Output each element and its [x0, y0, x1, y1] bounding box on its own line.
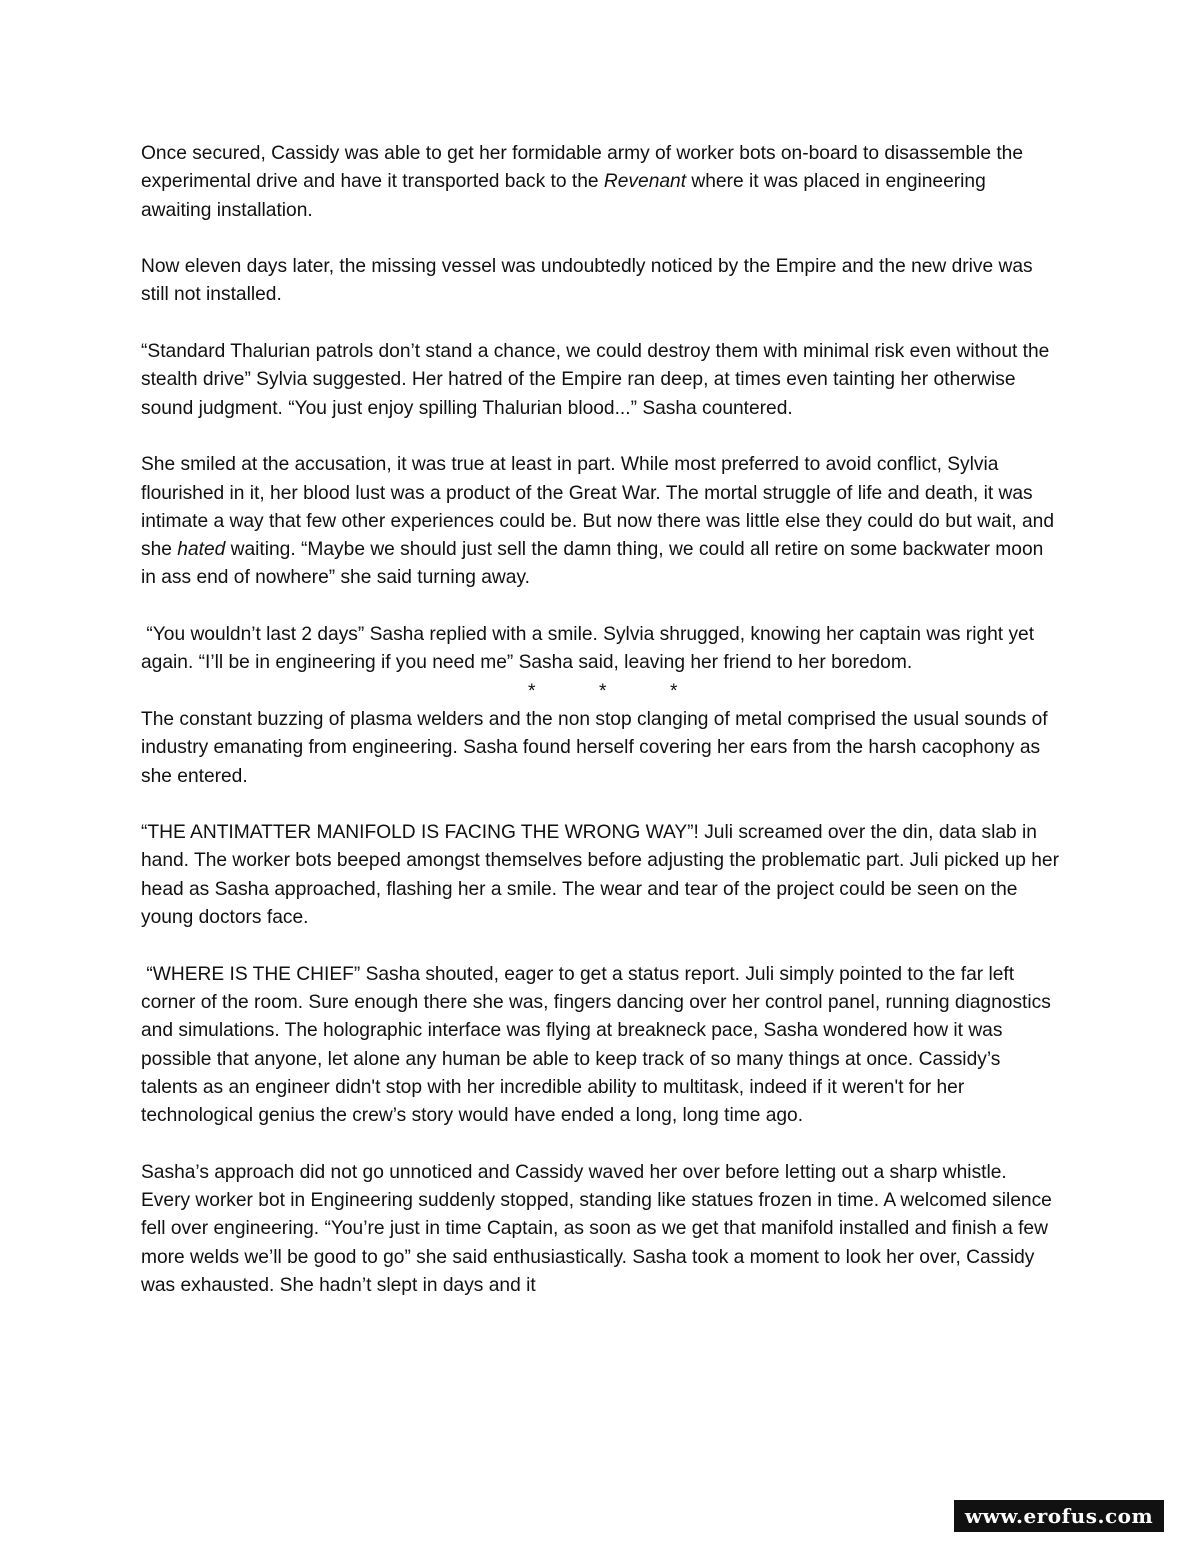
- scene-break-star: *: [528, 680, 536, 702]
- scene-break-star: *: [670, 680, 678, 702]
- scene-break-star: *: [599, 680, 607, 702]
- paragraph-8: “WHERE IS THE CHIEF” Sasha shouted, eager to get a status report. Juli simply pointed to the far left corner of the room. Sure enough there she was, fingers dancing over her control panel, running diagnostics and simulations. The holographic interface was flying at breakneck pace, Sasha wondered how it was possible that anyone, let alone any human be able to keep track of so many things at once. Cassidy’s talents as an engineer didn't stop with her incredible ability to multitask, indeed if it weren't for her technological genius the crew’s story would have ended a long, long time ago.: [141, 963, 1051, 1127]
- paragraph-2: Now eleven days later, the missing vessel was undoubtedly noticed by the Empire and the new drive was still not installed.: [141, 256, 1033, 306]
- watermark-logo: www.erofus.com: [954, 1500, 1164, 1532]
- document-page: [141, 140, 1061, 1328]
- paragraph-7: “THE ANTIMATTER MANIFOLD IS FACING THE WRONG WAY”! Juli screamed over the din, data slab in hand. The worker bots beeped amongst themselves before adjusting the problematic part. Juli picked up her head as Sasha approached, flashing her a smile. The wear and tear of the project could be seen on the young doctors face.: [141, 822, 1059, 929]
- paragraph-6: The constant buzzing of plasma welders and the non stop clanging of metal comprised the usual sounds of industry emanating from engineering. Sasha found herself covering her ears from the harsh cacophony as she entered.: [141, 708, 1048, 787]
- paragraph-9: Sasha’s approach did not go unnoticed and Cassidy waved her over before letting out a sharp whistle. Every worker bot in Engineering suddenly stopped, standing like statues frozen in time. A welcomed silence fell over engineering. “You’re just in time Captain, as soon as we get that manifold installed and finish a few more welds we’ll be good to go” she said enthusiastically. Sasha took a moment to look her over, Cassidy was exhausted. She hadn’t slept in days and it: [141, 1161, 1052, 1296]
- paragraph-1: Once secured, Cassidy was able to get her formidable army of worker bots on-board to disassemble the experimental drive and have it transported back to the Revenant where it was placed in engineering awaiting installation.: [141, 143, 1023, 221]
- paragraph-3: “Standard Thalurian patrols don’t stand a chance, we could destroy them with minimal risk even without the stealth drive” Sylvia suggested. Her hatred of the Empire ran deep, at times even tainting her otherwise sound judgment. “You just enjoy spilling Thalurian blood...” Sasha countered.: [141, 341, 1050, 419]
- paragraph-4: She smiled at the accusation, it was true at least in part. While most preferred to avoid conflict, Sylvia flourished in it, her blood lust was a product of the Great War. The mortal struggle of life and death, it was intimate a way that few other experiences could be. But now there was little else they could do but wait, and she hated waiting. “Maybe we should just sell the damn thing, we could all retire on some backwater moon in ass end of nowhere” she said turning away.: [141, 454, 1054, 589]
- paragraph-5: “You wouldn’t last 2 days” Sasha replied with a smile. Sylvia shrugged, knowing her captain was right yet again. “I’ll be in engineering if you need me” Sasha said, leaving her friend to her boredom.: [141, 624, 1035, 674]
- scene-break: [141, 678, 1061, 706]
